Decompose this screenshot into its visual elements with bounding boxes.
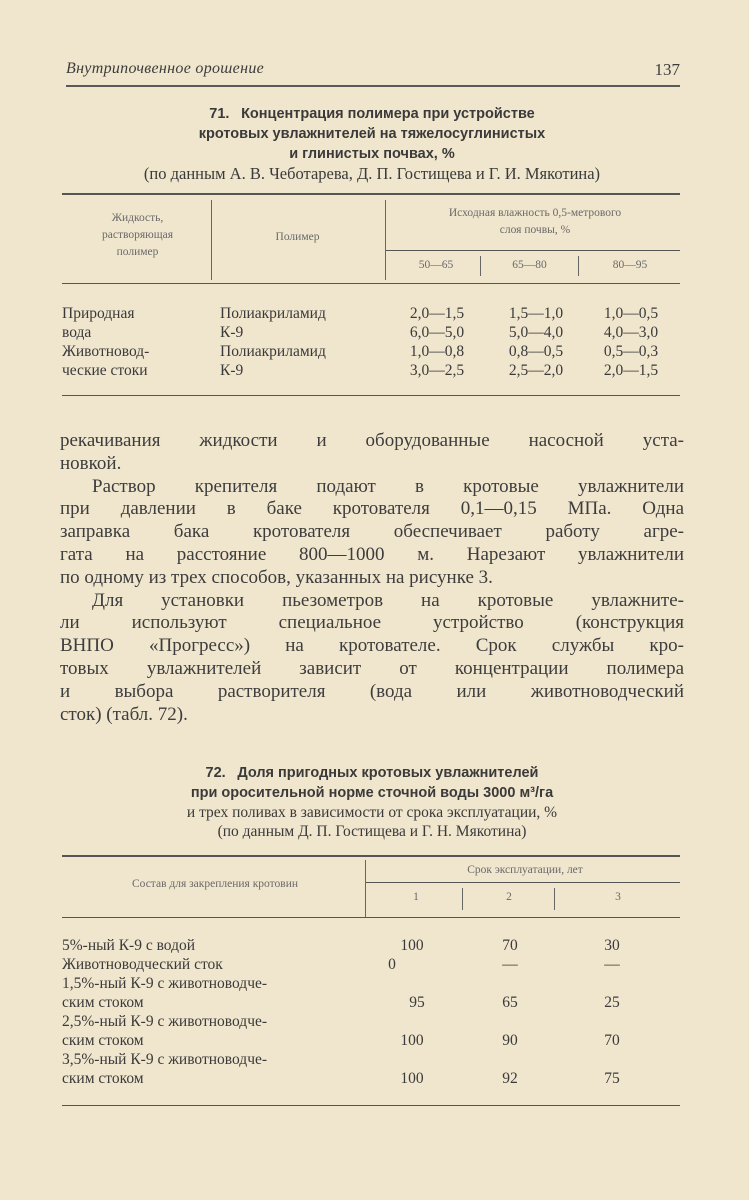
table-cell: 2,0—1,5 xyxy=(603,362,659,379)
header-line: слоя почвы, % xyxy=(499,224,571,236)
chapter-title: Внутрипочвенное орошение xyxy=(66,60,265,77)
caption-text: Концентрация полимера при устройстве xyxy=(241,106,535,122)
table-71-top-rule xyxy=(62,193,680,195)
table-cell: 100 xyxy=(400,1070,424,1087)
subheader-rule xyxy=(386,250,680,251)
table-row-liquid: Животновод- xyxy=(62,343,150,360)
table-cell: 1,0—0,8 xyxy=(409,343,465,360)
table-number: 72. xyxy=(205,765,226,781)
table-cell: 5,0—4,0 xyxy=(508,324,564,341)
text-line: рекачивания жидкости и оборудованные насосной уста- xyxy=(60,430,684,451)
table-72-header-rule xyxy=(62,917,680,918)
text-line: заправка бака кротователя обеспечивает работу агре- xyxy=(60,521,684,543)
text-line: по одному из трех способов, указанных на рисунке 3. xyxy=(60,566,493,588)
table-cell: 75 xyxy=(604,1070,620,1087)
column-divider xyxy=(554,888,555,910)
table-number: 71. xyxy=(209,106,230,122)
table-cell: 1,0—0,5 xyxy=(603,305,659,322)
body-text xyxy=(60,430,684,726)
col-header-moisture xyxy=(390,205,680,239)
table-row-liquid: Природная xyxy=(62,305,135,322)
table-cell: 2,5—2,0 xyxy=(508,362,564,379)
table-cell: 25 xyxy=(604,994,620,1011)
table-row-composition: ским стоком xyxy=(62,1032,144,1049)
column-divider xyxy=(211,200,212,280)
table-cell: 6,0—5,0 xyxy=(409,324,465,341)
table-cell: 100 xyxy=(400,1032,424,1049)
table-row-composition: ским стоком xyxy=(62,1070,144,1087)
column-divider xyxy=(385,200,386,280)
table-row-liquid: ческие стоки xyxy=(62,362,148,379)
table-cell: 0 xyxy=(388,956,396,973)
column-divider xyxy=(578,256,579,276)
table-cell: 90 xyxy=(502,1032,518,1049)
table-row-polymer: К-9 xyxy=(220,362,244,379)
column-divider xyxy=(462,888,463,910)
table-cell: — xyxy=(502,956,518,973)
caption-text: и глинистых почвах, % xyxy=(289,146,455,162)
subcol-80-95: 80—95 xyxy=(612,259,648,271)
table-row-composition: 5%-ный К-9 с водой xyxy=(62,937,196,954)
caption-line: и трех поливах в зависимости от срока эксплуатации, % xyxy=(186,804,558,821)
header-line: Исходная влажность 0,5-метрового xyxy=(448,207,622,219)
text-line: гата на расстояние 800—1000 м. Нарезают увлажнители xyxy=(60,543,684,565)
col-header-polymer: Полимер xyxy=(275,231,320,243)
caption-source: (по данным А. В. Чеботарева, Д. П. Гостищева и Г. И. Мякотина) xyxy=(143,164,601,183)
text-line: ВНПО «Прогресс») на кротователе. Срок службы кро- xyxy=(60,635,684,657)
table-row-composition: ским стоком xyxy=(62,994,144,1011)
caption-text: кротовых увлажнителей на тяжелосуглинистых xyxy=(198,126,546,142)
col-header-liquid xyxy=(70,210,205,261)
table-cell: 30 xyxy=(604,937,620,954)
column-divider xyxy=(365,860,366,918)
table-cell: — xyxy=(604,956,620,973)
page-number: 137 xyxy=(654,60,680,79)
table-71-bottom-rule xyxy=(62,395,680,396)
table-cell: 0,5—0,3 xyxy=(603,343,659,360)
text-line: и выбора растворителя (вода или животноводческий xyxy=(60,680,684,702)
text-line: товых увлажнителей зависит от концентрации полимера xyxy=(60,657,684,679)
col-header-composition: Состав для закрепления кротовин xyxy=(132,878,298,890)
table-cell: 0,8—0,5 xyxy=(508,343,564,360)
table-row-polymer: Полиакриламид xyxy=(220,343,326,360)
text-line: при давлении в баке кротователя 0,1—0,15 МПа. Одна xyxy=(60,498,684,520)
table-row-composition: 1,5%-ный К-9 с животноводче- xyxy=(62,975,268,992)
caption-line xyxy=(60,144,684,164)
table-cell: 2,0—1,5 xyxy=(409,305,465,322)
table-72-top-rule xyxy=(62,855,680,857)
caption-text: Доля пригодных кротовых увлажнителей xyxy=(237,765,539,781)
text-line: Раствор крепителя подают в кротовые увлажнители xyxy=(92,475,684,497)
table-row-composition: Животноводческий сток xyxy=(62,956,223,973)
subcol-65-80: 65—80 xyxy=(512,259,547,271)
table-72-caption xyxy=(60,763,684,841)
table-72-bottom-rule xyxy=(62,1105,680,1106)
running-header xyxy=(66,60,680,82)
text-line: Для установки пьезометров на кротовые увлажните- xyxy=(92,589,684,611)
table-71-caption xyxy=(60,104,684,183)
subheader-rule xyxy=(366,882,680,883)
table-row-polymer: К-9 xyxy=(220,324,244,341)
table-row-polymer: Полиакриламид xyxy=(220,305,326,322)
table-71-header-rule xyxy=(62,283,680,284)
table-cell: 92 xyxy=(502,1070,518,1087)
subcol-year-1: 1 xyxy=(413,891,419,903)
table-cell: 4,0—3,0 xyxy=(603,324,659,341)
table-cell: 65 xyxy=(502,994,518,1011)
table-row-liquid: вода xyxy=(62,324,92,341)
table-cell: 3,0—2,5 xyxy=(409,362,465,379)
table-row-composition: 2,5%-ный К-9 с животноводче- xyxy=(62,1013,268,1030)
table-cell: 70 xyxy=(502,937,518,954)
subcol-50-65: 50—65 xyxy=(418,259,454,271)
table-cell: 1,5—1,0 xyxy=(508,305,564,322)
table-cell: 100 xyxy=(400,937,424,954)
caption-line xyxy=(60,104,684,124)
header-line: полимер xyxy=(116,246,159,258)
caption-line xyxy=(60,124,684,144)
header-line: Жидкость, xyxy=(111,212,164,224)
subcol-year-2: 2 xyxy=(506,891,512,903)
table-cell: 70 xyxy=(604,1032,620,1049)
table-cell: 95 xyxy=(409,994,425,1011)
text-line: сток) (табл. 72). xyxy=(60,703,188,725)
text-line: новкой. xyxy=(60,452,122,474)
text-line: ли используют специальное устройство (конструкция xyxy=(60,612,684,634)
caption-line xyxy=(60,783,684,803)
column-divider xyxy=(480,256,481,276)
header-rule xyxy=(66,85,680,87)
subcol-year-3: 3 xyxy=(615,891,621,903)
caption-text: при оросительной норме сточной воды 3000 м³/га xyxy=(190,785,554,801)
table-row-composition: 3,5%-ный К-9 с животноводче- xyxy=(62,1051,268,1068)
caption-line xyxy=(60,763,684,783)
caption-source: (по данным Д. П. Гостищева и Г. Н. Мякотина) xyxy=(217,823,527,840)
col-header-term: Срок эксплуатации, лет xyxy=(467,864,583,876)
header-line: растворяющая xyxy=(102,229,173,241)
